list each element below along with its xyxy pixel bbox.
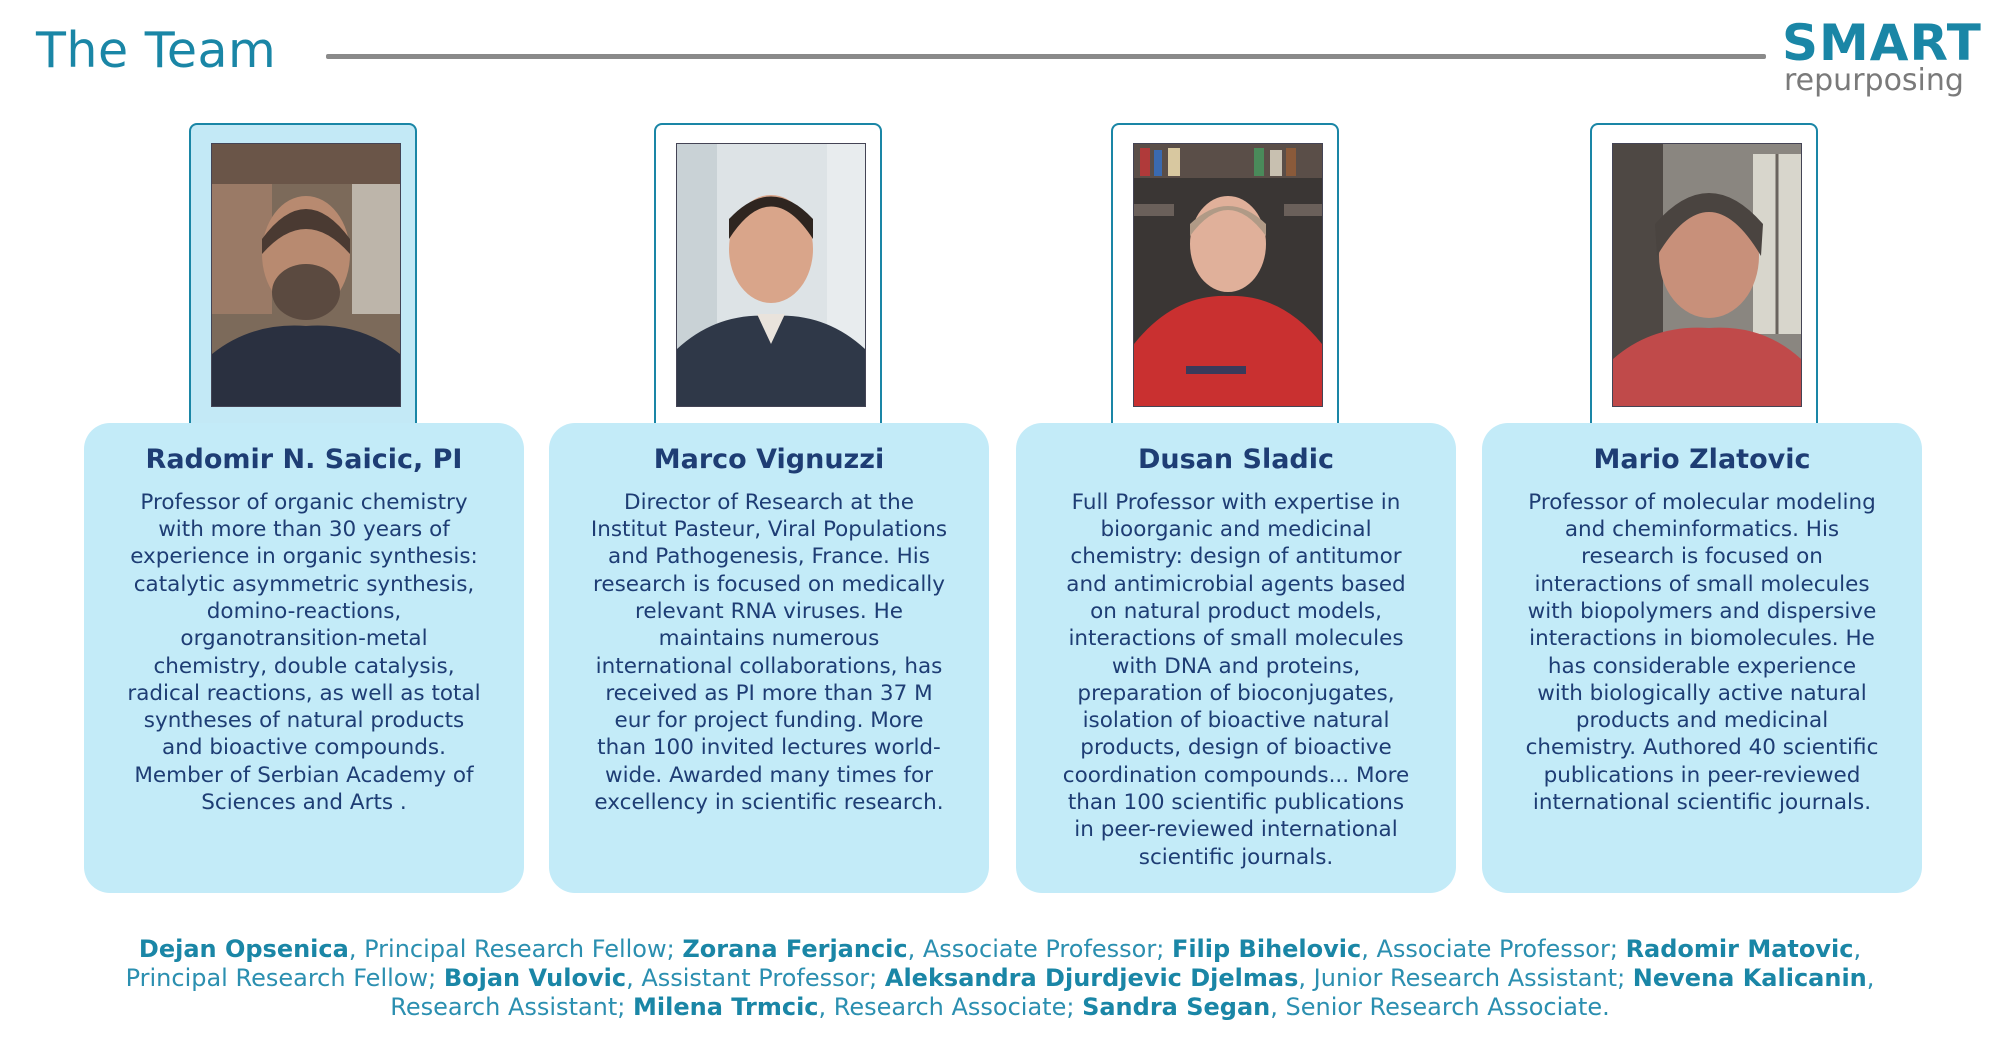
- member-name: Dejan Opsenica: [138, 935, 349, 963]
- photo-frame-vignuzzi: [654, 123, 882, 443]
- smart-repurposing-logo: [1782, 14, 1982, 100]
- title-divider: [326, 54, 1766, 59]
- member-role: , Senior Research Associate.: [1270, 993, 1610, 1021]
- member-role: , Associate Professor;: [1361, 935, 1626, 963]
- member-role: , Research Associate;: [818, 993, 1083, 1021]
- member-name: Nevena Kalicanin: [1632, 964, 1867, 992]
- team-card-vignuzzi: [549, 423, 989, 893]
- member-description: Professor of organic chemistry with more than 30 years of experience in organic synthesis: catalytic asymmetric synthesis, domino-reactions, organotransition-metal chemistry, double catalysis, radical reactions, as well as total syntheses of natural products and bioactive compounds. Member of Serbian Academy of Sciences and Arts .: [127, 489, 481, 816]
- logo-tagline: repurposing: [1784, 63, 1964, 98]
- member-description: Professor of molecular modeling and cheminformatics. His research is focused on interactions of small molecules with biopolymers and dispersive interactions in biomolecules. He has considerable experience with biologically active natural products and medicinal chemistry. Authored 40 scientific publications in peer-reviewed international scientific journals.: [1525, 489, 1879, 816]
- portrait-photo-vignuzzi: [676, 143, 866, 407]
- team-card-sladic: [1016, 423, 1456, 893]
- member-role: , Assistant Professor;: [626, 964, 885, 992]
- member-description: Full Professor with expertise in bioorganic and medicinal chemistry: design of antitumor and antimicrobial agents based on natural product models, interactions of small molecules with DNA and proteins, preparation of bioconjugates, isolation of bioactive natural products, design of bioactive coordination compounds... More than 100 scientific publications in peer-reviewed international scientific journals.: [1062, 489, 1410, 870]
- member-name: Sandra Segan: [1082, 993, 1271, 1021]
- member-name: Milena Trmcic: [633, 993, 819, 1021]
- team-card-zlatovic: [1482, 423, 1922, 893]
- team-members-list: [90, 935, 1910, 1022]
- photo-frame-zlatovic: [1590, 123, 1818, 443]
- member-name: Filip Bihelovic: [1171, 935, 1362, 963]
- member-name: Radomir N. Saicic, PI: [145, 444, 463, 475]
- member-name: Bojan Vulovic: [443, 964, 627, 992]
- member-name: Dusan Sladic: [1137, 444, 1335, 475]
- member-role: , Junior Research Assistant;: [1298, 964, 1633, 992]
- member-name: Marco Vignuzzi: [653, 444, 885, 475]
- portrait-photo-sladic: [1133, 143, 1323, 407]
- portrait-photo-zlatovic: [1612, 143, 1802, 407]
- member-name: Mario Zlatovic: [1593, 444, 1811, 475]
- member-role: , Principal Research Fellow;: [348, 935, 683, 963]
- page-title: The Team: [36, 22, 277, 79]
- team-card-saicic: [84, 423, 524, 893]
- member-name: Zorana Ferjancic: [682, 935, 908, 963]
- member-role: , Associate Professor;: [907, 935, 1172, 963]
- member-role: , Principal Research Fellow;: [125, 935, 1862, 992]
- portrait-photo-saicic: [211, 143, 401, 407]
- member-name: Radomir Matovic: [1625, 935, 1854, 963]
- photo-frame-saicic: [189, 123, 417, 443]
- member-role: , Research Assistant;: [390, 964, 1875, 1021]
- member-name: Aleksandra Djurdjevic Djelmas: [884, 964, 1299, 992]
- photo-frame-sladic: [1111, 123, 1339, 443]
- logo-wordmark: SMART: [1782, 14, 1982, 72]
- member-description: Director of Research at the Institut Pasteur, Viral Populations and Pathogenesis, France. His research is focused on medically relevant RNA viruses. He maintains numerous international collaborations, has received as PI more than 37 M eur for project funding. More than 100 invited lectures world-wide. Awarded many times for excellency in scientific research.: [590, 489, 948, 816]
